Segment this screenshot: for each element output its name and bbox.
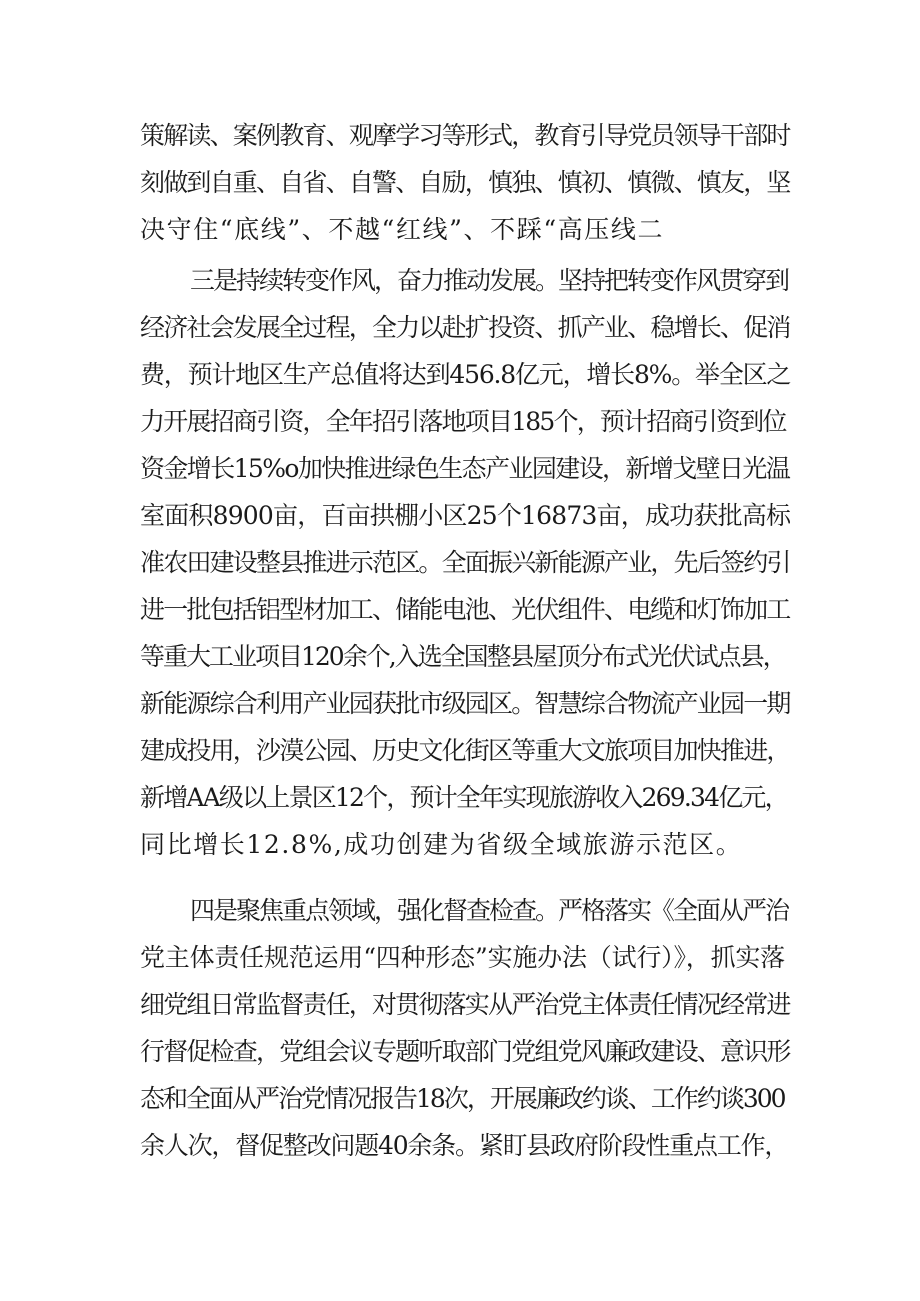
text-line: 余人次，督促整改问题40余条。紧盯县政府阶段性重点工作， [140,1131,789,1160]
text-line: 进一批包括铝型材加工、储能电池、光伏组件、电缆和灯饰加工 [140,595,790,624]
text-line: 党主体责任规范运用“四种形态”实施办法（试行）》，抓实落 [140,943,785,972]
text-line: 等重大工业项目120余个,入选全国整县屋顶分布式光伏试点县， [140,642,786,671]
text-line: 建成投用，沙漠公园、历史文化街区等重大文旅项目加快推进， [140,736,790,765]
text-line: 力开展招商引资，全年招引落地项目185个，预计招商引资到位 [140,407,786,436]
text-line: 费，预计地区生产总值将达到456.8亿元，增长8%。举全区之 [140,360,791,389]
text-line: 决守住“底线”、不越“红线”、不踩“高压线二 [140,215,665,244]
text-line: 室面积8900亩，百亩拱棚小区25个16873亩，成功获批高标 [140,501,791,530]
text-line: 态和全面从严治党情况报告18次，开展廉政约谈、工作约谈300 [140,1084,785,1113]
text-line: 三是持续转变作风，奋力推动发展。坚持把转变作风贯穿到 [190,266,789,295]
text-line: 行督促检查，党组会议专题听取部门党组党风廉政建设、意识形 [140,1037,790,1066]
paragraph-1 [140,112,790,253]
text-line: 准农田建设整县推进示范区。全面振兴新能源产业，先后签约引 [140,548,790,577]
paragraph-2 [140,257,790,868]
text-line: 刻做到自重、自省、自警、自励，慎独、慎初、慎微、慎友，坚 [140,168,790,197]
text-line: 细党组日常监督责任，对贯彻落实从严治党主体责任情况经常进 [140,990,790,1019]
text-line: 策解读、案例教育、观摩学习等形式，教育引导党员领导干部时 [140,121,790,150]
text-line: 四是聚焦重点领域，强化督查检查。严格落实《全面从严治 [190,896,789,925]
text-line: 资金增长15%o加快推进绿色生态产业园建设，新增戈壁日光温 [140,454,790,483]
text-line: 经济社会发展全过程，全力以赴扩投资、抓产业、稳增长、促消 [140,313,790,342]
text-line: 同比增长12.8%,成功创建为省级全域旅游示范区。 [140,830,743,859]
text-line: 新能源综合利用产业园获批市级园区。智慧综合物流产业园一期 [140,689,790,718]
paragraph-3 [140,887,790,1169]
text-line: 新增AA级以上景区12个，预计全年实现旅游收入269.34亿元， [140,783,788,812]
